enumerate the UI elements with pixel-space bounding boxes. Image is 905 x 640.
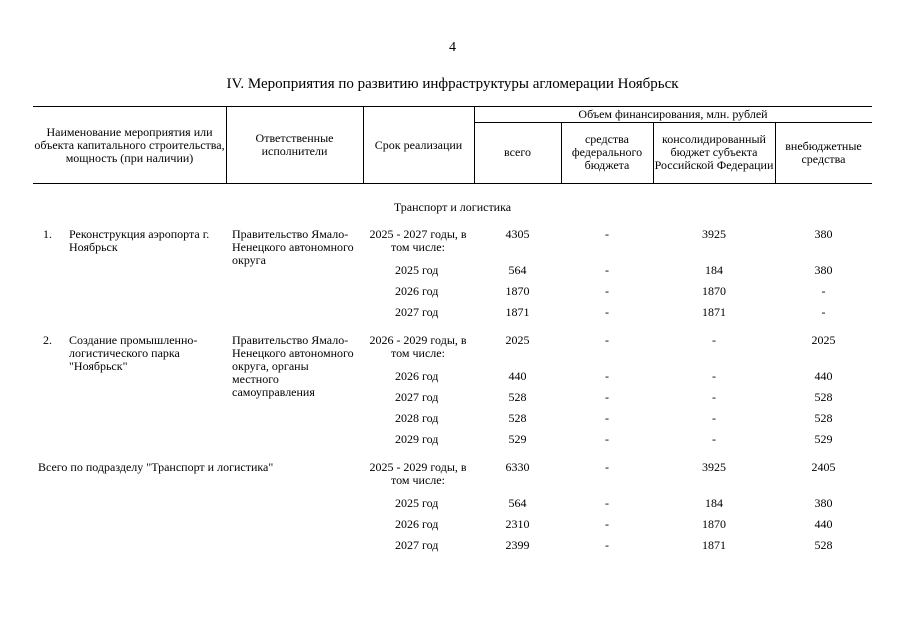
row-federal: -: [605, 305, 609, 319]
row-period: 2029 год: [395, 432, 439, 446]
row-regional: 184: [705, 263, 723, 277]
header-federal: средства федерального бюджета: [571, 132, 643, 172]
item-executors: Правительство Ямало-Ненецкого автономного округа: [232, 227, 354, 267]
row-regional: 1871: [702, 538, 726, 552]
row-extra: 528: [814, 411, 833, 425]
row-federal: -: [605, 496, 609, 510]
row-total: 2310: [505, 517, 530, 531]
row-total: 564: [508, 496, 527, 510]
header-regional: консолидированный бюджет субъекта Российской Федерации: [654, 132, 774, 172]
row-extra: 2025: [811, 333, 836, 347]
row-period: 2026 год: [395, 369, 439, 383]
row-federal: -: [605, 263, 609, 277]
row-period: 2025 - 2027 годы, в том числе:: [369, 227, 467, 254]
row-total: 528: [508, 411, 527, 425]
row-regional: 184: [705, 496, 723, 510]
row-period: 2026 год: [395, 517, 439, 531]
row-extra: 440: [814, 369, 833, 383]
row-federal: -: [605, 538, 609, 552]
row-regional: -: [712, 432, 716, 446]
header-financing: Объем финансирования, млн. рублей: [578, 107, 768, 121]
row-period: 2027 год: [395, 390, 439, 404]
header-name: Наименование мероприятия или объекта капитального строительства, мощность (при наличии): [34, 124, 225, 165]
row-extra: 528: [814, 538, 833, 552]
row-total: 6330: [505, 460, 530, 474]
row-extra: 380: [814, 263, 833, 277]
row-federal: -: [605, 284, 609, 298]
row-regional: -: [712, 411, 716, 425]
page-number: 4: [449, 40, 456, 55]
item-name: Создание промышленно-логистического парка "Ноябрьск": [69, 333, 198, 373]
row-total: 528: [508, 390, 527, 404]
section-heading: Транспорт и логистика: [393, 200, 512, 214]
row-extra: 529: [814, 432, 833, 446]
page-title: IV. Мероприятия по развитию инфраструктуры агломерации Ноябрьск: [226, 76, 679, 92]
row-federal: -: [605, 517, 609, 531]
item-name: Реконструкция аэропорта г. Ноябрьск: [69, 227, 210, 254]
row-regional: 3925: [702, 227, 726, 241]
item-number: 1.: [43, 227, 52, 241]
header-period: Срок реализации: [374, 137, 463, 152]
summary-label: Всего по подразделу "Транспорт и логистика": [38, 460, 274, 474]
row-federal: -: [605, 227, 609, 241]
row-period: 2026 - 2029 годы, в том числе:: [369, 333, 467, 360]
row-period: 2028 год: [395, 411, 439, 425]
row-total: 4305: [505, 227, 530, 241]
row-total: 564: [508, 263, 527, 277]
row-total: 1871: [505, 305, 530, 319]
row-extra: -: [821, 305, 826, 319]
header-executors: Ответственные исполнители: [255, 131, 334, 158]
row-federal: -: [605, 390, 609, 404]
row-federal: -: [605, 460, 609, 474]
row-federal: -: [605, 432, 609, 446]
table-header: [33, 106, 872, 184]
row-period: 2027 год: [395, 538, 439, 552]
row-total: 2025: [505, 333, 530, 347]
row-period: 2026 год: [395, 284, 439, 298]
row-period: 2025 год: [395, 263, 439, 277]
row-regional: 3925: [702, 460, 726, 474]
row-period: 2025 год: [395, 496, 439, 510]
row-extra: 528: [814, 390, 833, 404]
row-total: 529: [508, 432, 527, 446]
row-total: 2399: [505, 538, 530, 552]
row-federal: -: [605, 369, 609, 383]
item-number: 2.: [43, 333, 52, 347]
row-regional: 1870: [702, 517, 726, 531]
row-federal: -: [605, 411, 609, 425]
row-period: 2025 - 2029 годы, в том числе:: [369, 460, 467, 487]
row-total: 440: [508, 369, 527, 383]
row-regional: -: [712, 390, 716, 404]
row-regional: -: [712, 369, 716, 383]
row-regional: 1870: [702, 284, 726, 298]
row-extra: 380: [814, 227, 833, 241]
row-federal: -: [605, 333, 609, 347]
row-regional: -: [712, 333, 716, 347]
row-extra: 2405: [811, 460, 836, 474]
row-extra: 380: [814, 496, 833, 510]
row-period: 2027 год: [395, 305, 439, 319]
header-total: всего: [503, 145, 532, 159]
row-regional: 1871: [702, 305, 726, 319]
row-extra: -: [821, 284, 826, 298]
row-total: 1870: [505, 284, 530, 298]
header-extrabudget: внебюджетные средства: [785, 138, 862, 166]
row-extra: 440: [814, 517, 833, 531]
item-executors: Правительство Ямало-Ненецкого автономного округа, органы местного самоуправления: [232, 333, 354, 399]
